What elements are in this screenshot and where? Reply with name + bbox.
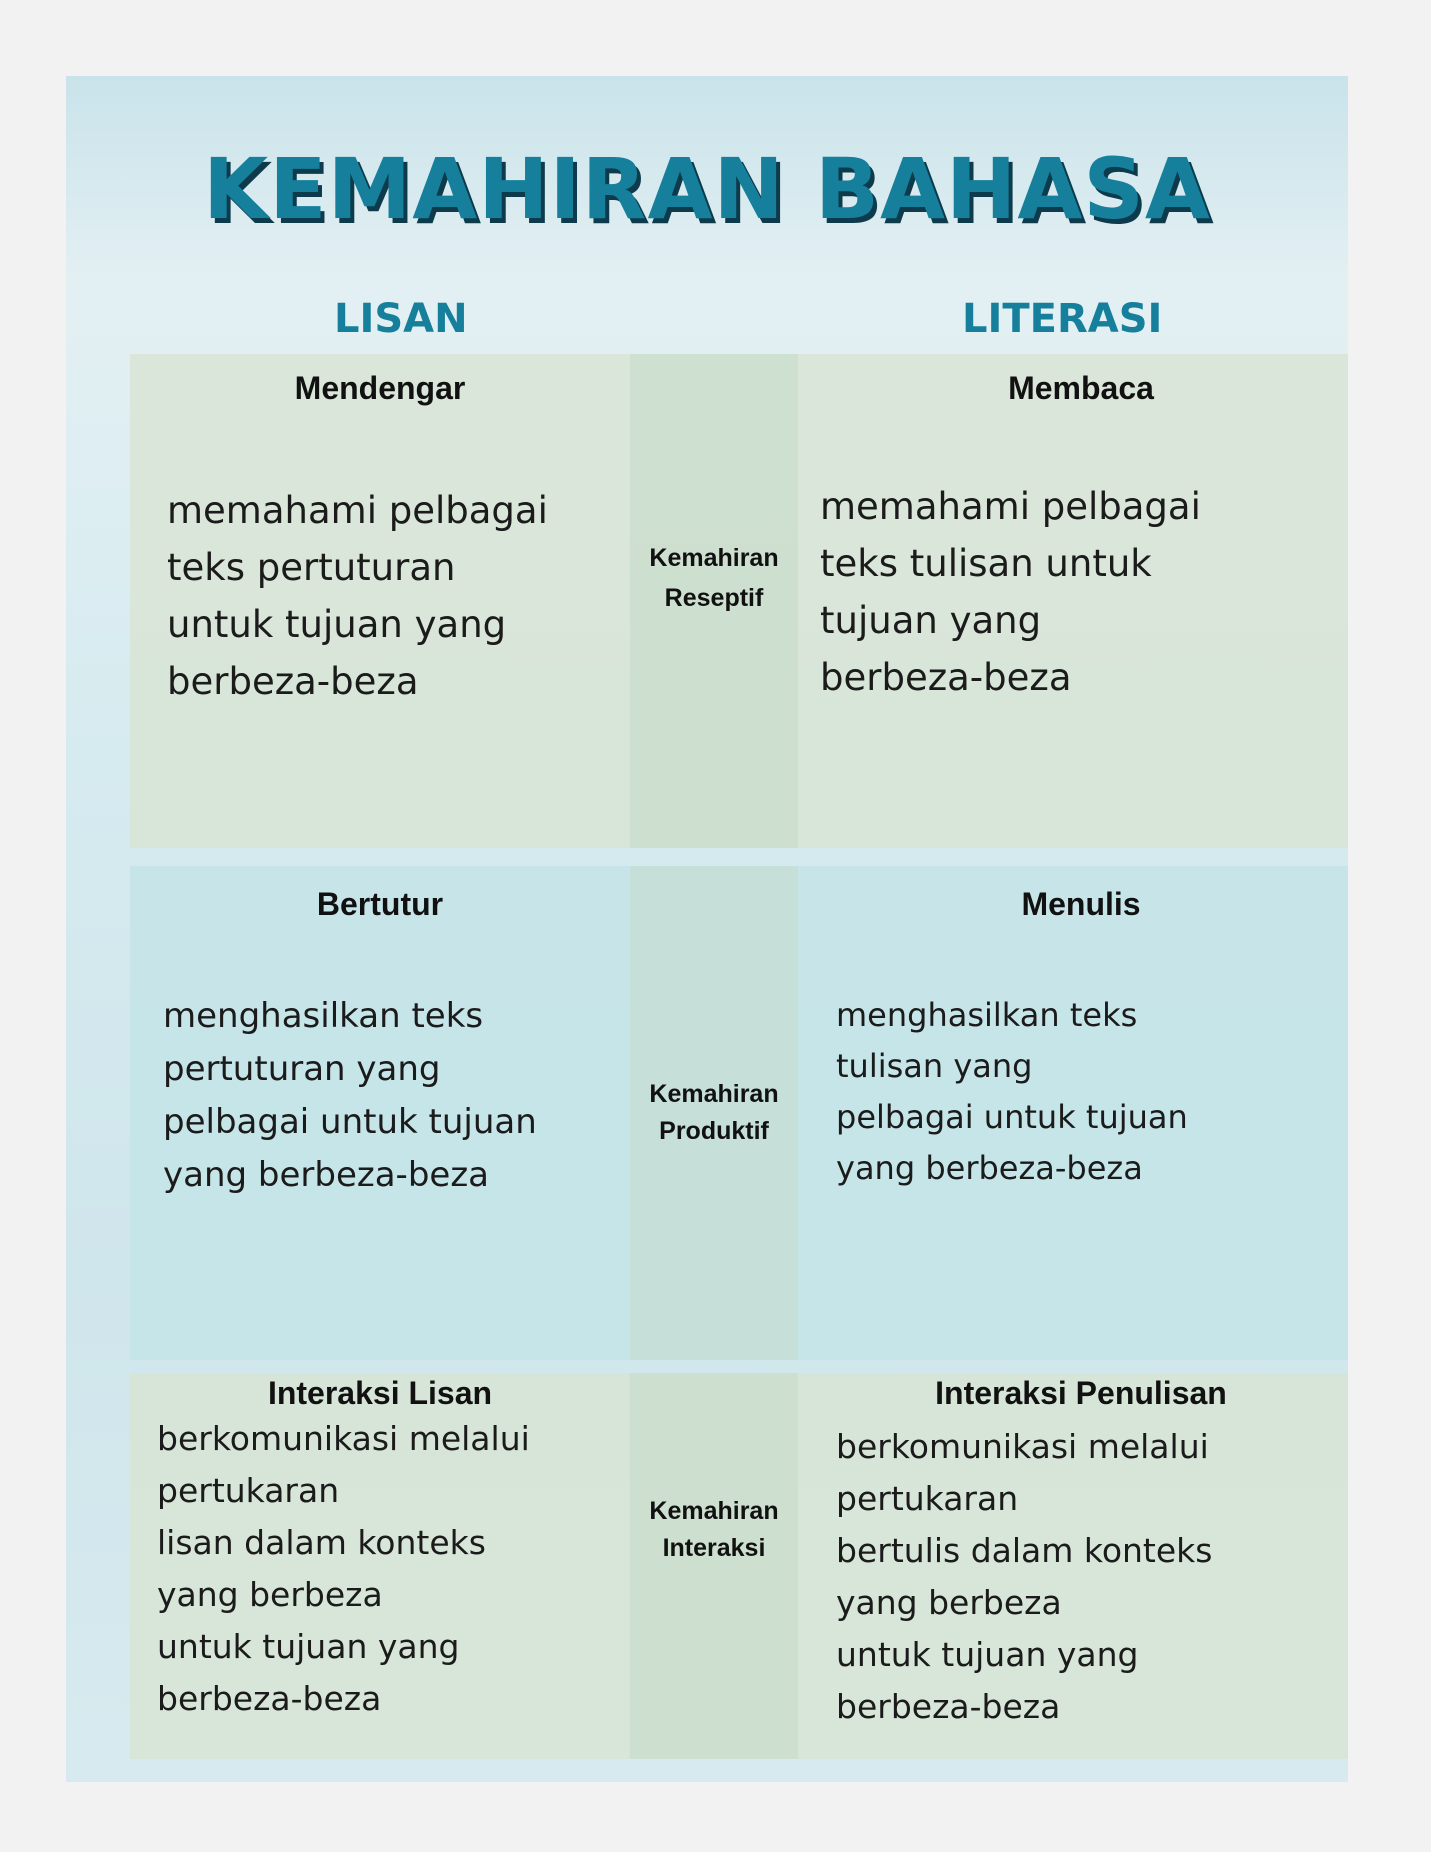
cell-title: Menulis — [1021, 886, 1141, 922]
cell-membaca — [798, 354, 1348, 848]
cell-interaksi-lisan — [130, 1373, 630, 1759]
cell-interaksi-penulisan — [798, 1373, 1348, 1759]
cell-description: berkomunikasi melalui pertukaran lisan dalam konteks yang berbeza untuk tujuan yang berbeza-beza — [157, 1419, 530, 1718]
category-productive — [630, 866, 798, 1360]
cell-description: berkomunikasi melalui pertukaran bertulis dalam konteks yang berbeza untuk tujuan yang berbeza-beza — [836, 1427, 1213, 1726]
cell-title: Mendengar — [294, 370, 466, 406]
cell-bertutur — [130, 866, 630, 1360]
column-heading-lisan: LISAN — [334, 296, 468, 342]
skills-row-productive — [130, 866, 1348, 1360]
cell-description: memahami pelbagai teks tulisan untuk tujuan yang berbeza-beza — [820, 485, 1201, 699]
cell-menulis — [798, 866, 1348, 1360]
category-receptive — [630, 354, 798, 848]
cell-mendengar — [130, 354, 630, 848]
poster — [66, 76, 1348, 1782]
cell-title: Interaksi Penulisan — [935, 1375, 1227, 1411]
column-heading-literasi: LITERASI — [962, 296, 1163, 342]
cell-title: Bertutur — [316, 886, 444, 922]
cell-description: menghasilkan teks pertuturan yang pelbagai untuk tujuan yang berbeza-beza — [163, 996, 537, 1195]
skills-row-interaction — [130, 1373, 1348, 1759]
category-interaction — [630, 1373, 798, 1759]
category-label: Kemahiran Interaksi — [649, 1497, 779, 1562]
skills-row-receptive — [130, 354, 1348, 848]
cell-title: Membaca — [1008, 370, 1154, 406]
page-title: KEMAHIRAN BAHASA — [203, 140, 1211, 238]
category-label: Kemahiran Produktif — [649, 1080, 779, 1145]
cell-description: menghasilkan teks tulisan yang pelbagai untuk tujuan yang berbeza-beza — [836, 996, 1188, 1187]
category-label: Kemahiran Reseptif — [649, 544, 779, 612]
cell-title: Interaksi Lisan — [267, 1375, 493, 1411]
cell-description: memahami pelbagai teks pertuturan untuk tujuan yang berbeza-beza — [167, 489, 548, 703]
